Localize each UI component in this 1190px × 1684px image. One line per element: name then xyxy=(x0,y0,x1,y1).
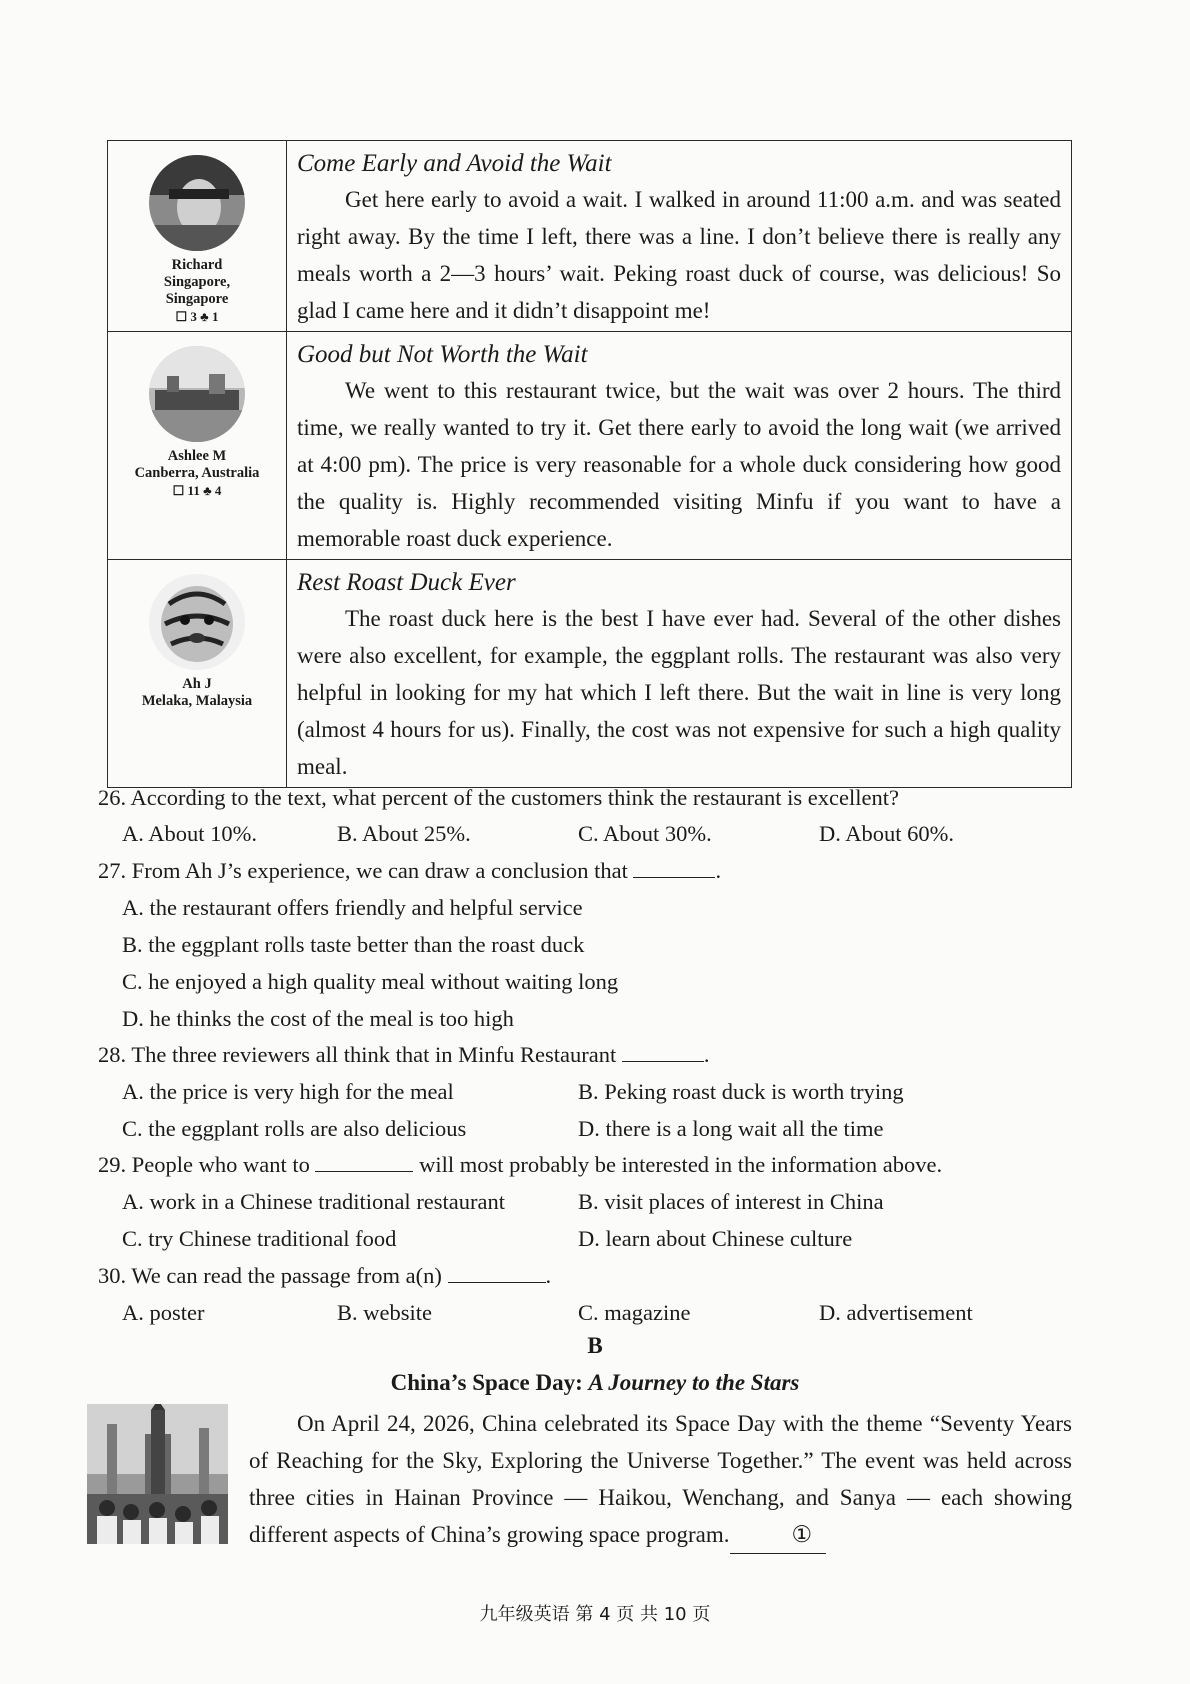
review-title: Come Early and Avoid the Wait xyxy=(297,150,612,177)
option-b: B. the eggplant rolls taste better than the roast duck xyxy=(122,932,585,957)
reviews-table xyxy=(107,140,1072,788)
blank-marker: ① xyxy=(730,1516,827,1554)
review-body: We went to this restaurant twice, but the wait was over 2 hours. The third time, we really wanted to try it. Get there early to avoid the long wait (we arrived at 4:00 pm). The price is very reasonable for a whole duck considering how good the quality is. Highly recommended visiting Minfu if you want to have a memorable roast duck experience. xyxy=(297,378,1061,551)
question-stem-end: . xyxy=(703,1042,710,1067)
reviewer-name: Ah J xyxy=(182,676,212,692)
reviewer-stats: ☐ 11 ♣ 4 xyxy=(172,483,222,498)
answer-blank xyxy=(448,1262,546,1283)
page-footer: 九年级英语 第 4 页 共 10 页 xyxy=(479,1604,711,1625)
section-label: B xyxy=(587,1333,603,1358)
passage-text: On April 24, 2026, China celebrated its Space Day with the theme “Seventy Years of Reaching for the Sky, Exploring the Universe Together.” The event was held across three cities in Hainan Province — Haikou, Wenchang, and Sanya — each showing different aspects of China’s growing space program. xyxy=(249,1411,1072,1547)
reviewer-location: Canberra, Australia xyxy=(134,465,260,481)
option-d: D. he thinks the cost of the meal is too high xyxy=(122,1006,514,1031)
review-body: The roast duck here is the best I have ever had. Several of the other dishes were also excellent, for example, the eggplant rolls. The restaurant was also very helpful in looking for my hat which I left there. But the wait in line is very long (almost 4 hours for us). Finally, the cost was not expensive for such a high quality meal. xyxy=(297,606,1061,779)
option-d: D. About 60%. xyxy=(819,821,954,846)
option-d: D. advertisement xyxy=(819,1300,973,1325)
option-b: B. visit places of interest in China xyxy=(578,1189,884,1214)
question-stem-text: 28. The three reviewers all think that in Minfu Restaurant xyxy=(98,1042,617,1067)
option-c: C. he enjoyed a high quality meal without waiting long xyxy=(122,969,619,994)
option-a: A. the restaurant offers friendly and helpful service xyxy=(122,895,583,920)
reviewer-stats: ☐ 3 ♣ 1 xyxy=(175,309,219,324)
option-a: A. work in a Chinese traditional restaurant xyxy=(122,1189,506,1214)
question-stem-end: will most probably be interested in the information above. xyxy=(419,1152,943,1177)
reviewer-location: Singapore, xyxy=(163,274,231,290)
passage-title-main: China’s Space Day: xyxy=(390,1370,583,1395)
rocket-launch-photo xyxy=(87,1404,228,1544)
reviewer-location: Singapore xyxy=(165,291,229,307)
review-body: Get here early to avoid a wait. I walked in around 11:00 a.m. and was seated right away. By the time I left, there was a line. I don’t believe there is really any meals worth a 2—3 hours’ wait. Peking roast duck of course, was delicious! So glad I came here and it didn’t disappoint me! xyxy=(297,187,1061,323)
reviewer-cell xyxy=(108,332,287,560)
question-stem xyxy=(98,1040,709,1070)
reviewer-cell xyxy=(108,141,287,332)
avatar xyxy=(149,574,245,670)
review-row xyxy=(108,332,1072,560)
passage-title-sub: A Journey to the Stars xyxy=(588,1370,800,1395)
review-content xyxy=(287,332,1072,560)
passage-paragraph xyxy=(249,1405,1072,1554)
question-stem xyxy=(98,1261,551,1291)
reviewer-name: Ashlee M xyxy=(167,448,227,464)
review-title: Good but Not Worth the Wait xyxy=(297,341,588,368)
option-b: B. About 25%. xyxy=(337,821,471,846)
option-c: C. magazine xyxy=(578,1300,691,1325)
option-c: C. About 30%. xyxy=(578,821,712,846)
passage-title xyxy=(0,1370,1190,1396)
option-a: A. About 10%. xyxy=(122,821,257,846)
reviewer-name: Richard xyxy=(171,257,223,273)
review-row xyxy=(108,141,1072,332)
avatar xyxy=(149,155,245,251)
question-stem-end: . xyxy=(545,1263,552,1288)
option-d: D. there is a long wait all the time xyxy=(578,1116,884,1141)
question-stem-end: . xyxy=(715,858,722,883)
answer-blank xyxy=(622,1041,704,1062)
option-a: A. the price is very high for the meal xyxy=(122,1079,454,1104)
question-stem-text: 30. We can read the passage from a(n) xyxy=(98,1263,442,1288)
question-stem xyxy=(98,856,721,886)
option-d: D. learn about Chinese culture xyxy=(578,1226,853,1251)
question-stem xyxy=(98,1150,942,1180)
option-c: C. try Chinese traditional food xyxy=(122,1226,397,1251)
question-stem-text: 27. From Ah J’s experience, we can draw a conclusion that xyxy=(98,858,628,883)
question-stem: 26. According to the text, what percent of the customers think the restaurant is excellent? xyxy=(98,785,899,810)
review-content xyxy=(287,560,1072,788)
answer-blank xyxy=(315,1151,413,1172)
question-stem-text: 29. People who want to xyxy=(98,1152,310,1177)
review-row xyxy=(108,560,1072,788)
option-b: B. website xyxy=(337,1300,432,1325)
answer-blank xyxy=(633,857,715,878)
avatar xyxy=(149,346,245,442)
review-content xyxy=(287,141,1072,332)
review-title: Rest Roast Duck Ever xyxy=(297,569,516,596)
option-b: B. Peking roast duck is worth trying xyxy=(578,1079,904,1104)
reviewer-cell xyxy=(108,560,287,788)
option-c: C. the eggplant rolls are also delicious xyxy=(122,1116,467,1141)
option-a: A. poster xyxy=(122,1300,205,1325)
reviewer-location: Melaka, Malaysia xyxy=(141,693,253,709)
